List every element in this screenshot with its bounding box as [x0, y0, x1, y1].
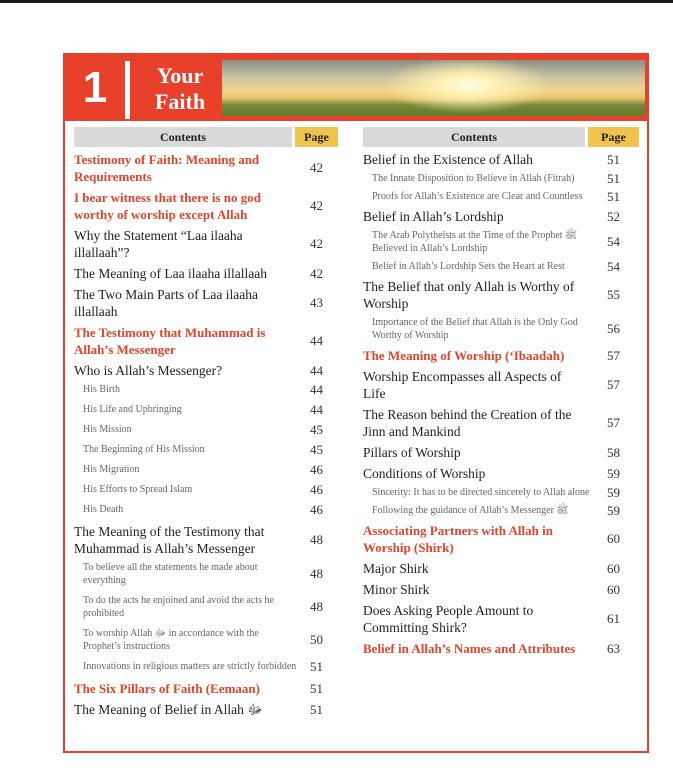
- toc-entry[interactable]: [74, 660, 338, 673]
- contents-header: Contents: [74, 127, 292, 147]
- toc-entry[interactable]: [74, 701, 338, 718]
- toc-entry[interactable]: [363, 229, 639, 255]
- toc-entry-title: Conditions of Worship: [363, 466, 486, 481]
- left-entry-list: [74, 151, 338, 718]
- toc-entry[interactable]: [363, 602, 639, 636]
- toc-entry-page: 44: [310, 381, 323, 397]
- sunset-banner-image: [222, 60, 645, 116]
- toc-entry[interactable]: [74, 443, 338, 456]
- toc-entry-title: The Testimony that Muhammad is Allah’s Messenger: [74, 325, 266, 357]
- toc-entry-title: Pillars of Worship: [363, 445, 461, 460]
- toc-entry[interactable]: [363, 465, 639, 482]
- toc-entry[interactable]: [363, 406, 639, 440]
- chapter-title-line2: Faith: [154, 89, 206, 114]
- toc-entry[interactable]: [363, 486, 639, 499]
- toc-entry[interactable]: [363, 208, 639, 225]
- toc-entry-page: 42: [310, 236, 323, 251]
- toc-column-left: [74, 127, 338, 722]
- toc-entry-page: 42: [310, 265, 323, 281]
- toc-entry[interactable]: [363, 172, 639, 185]
- toc-entry-page: 57: [607, 347, 620, 363]
- left-header: [74, 127, 338, 147]
- toc-entry[interactable]: [74, 383, 338, 396]
- toc-entry[interactable]: [363, 151, 639, 168]
- toc-entry-page: 51: [310, 701, 323, 717]
- toc-entry-page: 46: [310, 481, 323, 497]
- toc-entry[interactable]: [74, 680, 338, 697]
- toc-entry-title: Who is Allah’s Messenger?: [74, 363, 223, 378]
- toc-entry-title: Proofs for Allah’s Existence are Clear and Countless: [372, 191, 583, 202]
- toc-entry[interactable]: [363, 640, 639, 657]
- toc-entry[interactable]: [363, 581, 639, 598]
- toc-entry-page: 48: [310, 532, 323, 547]
- toc-entry-title: Sincerity: It has to be directed sincerely to Allah alone: [372, 487, 590, 498]
- toc-entry-title: To do the acts he enjoined and avoid the acts he prohibited: [83, 595, 274, 619]
- toc-entry-title: The Meaning of Worship (‘Ibaadah): [363, 348, 565, 363]
- top-rule: [0, 0, 673, 3]
- toc-entry-title: Belief in Allah’s Lordship Sets the Heart at Rest: [372, 261, 565, 272]
- toc-entry-page: 58: [607, 444, 620, 460]
- toc-entry-page: 52: [607, 208, 620, 224]
- toc-entry-page: 44: [310, 333, 323, 348]
- page-header: Page: [295, 127, 338, 147]
- toc-entry-title: The Reason behind the Creation of the Jinn and Mankind: [363, 407, 572, 439]
- toc-entry[interactable]: [74, 503, 338, 516]
- toc-entry[interactable]: [74, 189, 338, 223]
- toc-entry-page: 42: [310, 160, 323, 175]
- toc-entry-page: 59: [607, 465, 620, 481]
- toc-entry[interactable]: [74, 227, 338, 261]
- toc-entry-title: Worship Encompasses all Aspects of Life: [363, 369, 562, 401]
- toc-entry-page: 59: [607, 484, 620, 500]
- toc-entry-title: The Arab Polytheists at the Time of the Prophet ﷺ Believed in Allah’s Lordship: [372, 230, 578, 254]
- toc-entry-title: Belief in Allah’s Names and Attributes: [363, 641, 576, 656]
- toc-entry-title: His Birth: [83, 384, 120, 395]
- toc-entry[interactable]: [74, 523, 338, 557]
- toc-entry-title: Testimony of Faith: Meaning and Requirements: [74, 152, 260, 184]
- toc-entry-title: His Life and Upbringing: [83, 404, 182, 415]
- toc-entry-page: 51: [310, 658, 323, 674]
- toc-entry[interactable]: [74, 362, 338, 379]
- page-header: Page: [588, 127, 639, 147]
- toc-entry[interactable]: [363, 278, 639, 312]
- toc-entry-title: The Meaning of the Testimony that Muhammad is Allah’s Messenger: [74, 524, 265, 556]
- right-entry-list: [363, 151, 639, 657]
- toc-entry[interactable]: [363, 260, 639, 273]
- toc-entry-title: Does Asking People Amount to Committing Shirk?: [363, 603, 534, 635]
- toc-entry-title: To worship Allah ﷻ in accordance with the Prophet’s instructions: [83, 628, 259, 652]
- toc-entry-page: 46: [310, 461, 323, 477]
- toc-entry-page: 57: [607, 377, 620, 392]
- toc-entry-page: 55: [607, 287, 620, 302]
- toc-entry-page: 59: [607, 502, 620, 518]
- toc-entry-page: 42: [310, 198, 323, 213]
- toc-entry-page: 60: [607, 531, 620, 546]
- toc-entry-title: His Migration: [83, 464, 140, 475]
- toc-entry[interactable]: [74, 151, 338, 185]
- toc-entry-page: 45: [310, 441, 323, 457]
- right-header: [363, 127, 639, 147]
- toc-entry-title: His Death: [83, 504, 124, 515]
- toc-entry[interactable]: [363, 190, 639, 203]
- toc-entry-page: 61: [607, 611, 620, 626]
- toc-entry-title: I bear witness that there is no god worthy of worship except Allah: [74, 190, 261, 222]
- toc-entry-title: His Efforts to Spread Islam: [83, 484, 193, 495]
- toc-entry-title: The Innate Disposition to Believe in Allah (Fitrah): [372, 173, 575, 184]
- toc-entry[interactable]: [363, 316, 639, 342]
- contents-header: Contents: [363, 127, 585, 147]
- toc-entry-title: Innovations in religious matters are strictly forbidden: [83, 661, 297, 672]
- toc-entry-page: 60: [607, 581, 620, 597]
- toc-entry[interactable]: [74, 324, 338, 358]
- toc-entry-title: Importance of the Belief that Allah is the Only God Worthy of Worship: [372, 317, 578, 341]
- chapter-number: 1: [82, 63, 108, 112]
- toc-entry-page: 44: [310, 401, 323, 417]
- toc-entry[interactable]: [74, 483, 338, 496]
- toc-frame: [63, 53, 649, 753]
- toc-entry-title: Associating Partners with Allah in Worship (Shirk): [363, 523, 553, 555]
- toc-entry-page: 56: [607, 321, 620, 336]
- toc-entry-title: The Beginning of His Mission: [83, 444, 205, 455]
- toc-entry-page: 45: [310, 421, 323, 437]
- chapter-title: [135, 63, 225, 115]
- toc-entry-title: The Six Pillars of Faith (Eemaan): [74, 681, 260, 696]
- toc-entry-page: 51: [310, 680, 323, 696]
- toc-entry-title: Belief in Allah’s Lordship: [363, 209, 504, 224]
- toc-entry-page: 48: [310, 599, 323, 614]
- toc-entry-title: The Two Main Parts of Laa ilaaha illallaah: [74, 287, 258, 319]
- toc-entry-page: 48: [310, 566, 323, 581]
- toc-entry-title: Why the Statement “Laa ilaaha illallaah”?: [74, 228, 243, 260]
- toc-entry[interactable]: [363, 347, 639, 364]
- toc-entry-page: 51: [607, 188, 620, 204]
- toc-entry-title: The Belief that only Allah is Worthy of Worship: [363, 279, 575, 311]
- toc-entry-page: 63: [607, 640, 620, 656]
- toc-entry-page: 50: [310, 632, 323, 647]
- banner-divider: [125, 61, 130, 119]
- toc-entry[interactable]: [74, 627, 338, 653]
- toc-entry-title: Major Shirk: [363, 561, 429, 576]
- toc-entry[interactable]: [363, 504, 639, 517]
- toc-entry[interactable]: [74, 265, 338, 282]
- toc-entry[interactable]: [363, 560, 639, 577]
- toc-entry[interactable]: [74, 561, 338, 587]
- toc-entry-page: 54: [607, 258, 620, 274]
- toc-entry-page: 57: [607, 415, 620, 430]
- toc-entry[interactable]: [363, 368, 639, 402]
- toc-column-right: [363, 127, 639, 661]
- toc-entry-page: 44: [310, 362, 323, 378]
- toc-entry-page: 54: [607, 234, 620, 249]
- toc-entry-title: Belief in the Existence of Allah: [363, 152, 533, 167]
- toc-entry-page: 51: [607, 151, 620, 167]
- toc-entry-page: 46: [310, 501, 323, 517]
- toc-entry-title: Minor Shirk: [363, 582, 430, 597]
- toc-entry-page: 43: [310, 295, 323, 310]
- toc-entry-title: To believe all the statements he made about everything: [83, 562, 258, 586]
- toc-entry[interactable]: [74, 594, 338, 620]
- toc-entry-title: The Meaning of Laa ilaaha illallaah: [74, 266, 268, 281]
- toc-entry-title: Following the guidance of Allah’s Messenger ﷺ: [372, 505, 569, 516]
- toc-entry[interactable]: [363, 522, 639, 556]
- toc-entry[interactable]: [74, 403, 338, 416]
- toc-entry[interactable]: [74, 286, 338, 320]
- toc-entry[interactable]: [74, 463, 338, 476]
- toc-entry-page: 51: [607, 170, 620, 186]
- toc-entry[interactable]: [363, 444, 639, 461]
- toc-entry-title: The Meaning of Belief in Allah ﷻ: [74, 702, 263, 717]
- chapter-title-line1: Your: [156, 63, 204, 88]
- chapter-banner: [65, 55, 647, 121]
- toc-entry[interactable]: [74, 423, 338, 436]
- toc-entry-title: His Mission: [83, 424, 132, 435]
- toc-entry-page: 60: [607, 560, 620, 576]
